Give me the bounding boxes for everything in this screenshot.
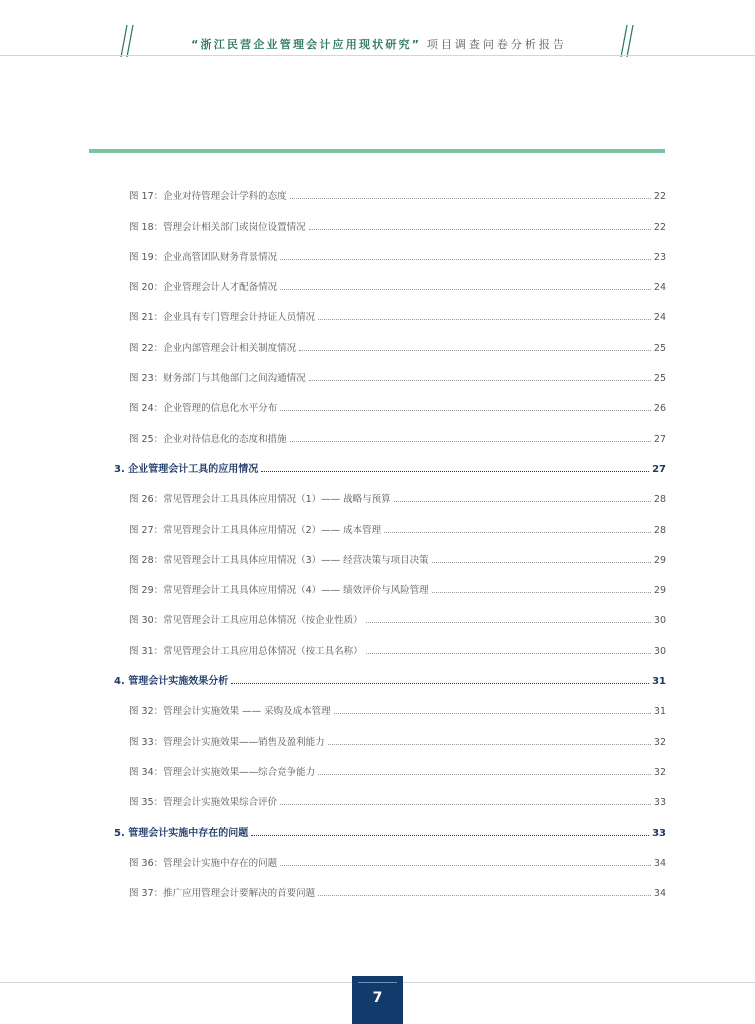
toc-entry-label: 图 24：企业管理的信息化水平分布 <box>129 403 278 415</box>
toc-entry-label: 图 17：企业对待管理会计学科的态度 <box>129 191 287 203</box>
toc-leader-dots <box>366 652 651 654</box>
toc-leader-dots <box>280 258 651 260</box>
toc-figure-entry[interactable] <box>114 869 666 899</box>
toc-leader-dots <box>299 349 651 351</box>
toc-figure-entry[interactable] <box>114 354 666 384</box>
toc-section-entry[interactable] <box>114 445 666 475</box>
toc-figure-entry[interactable] <box>114 839 666 869</box>
toc-entry-label: 图 35：管理会计实施效果综合评价 <box>129 797 278 809</box>
toc-leader-dots <box>394 500 651 502</box>
toc-figure-entry[interactable] <box>114 717 666 747</box>
toc-entry-label: 图 36：管理会计实施中存在的问题 <box>129 857 278 869</box>
toc-entry-label: 图 25：企业对待信息化的态度和措施 <box>129 433 287 445</box>
toc-figure-entry[interactable] <box>114 626 666 656</box>
toc-entry-page: 25 <box>653 342 666 354</box>
toc-figure-entry[interactable] <box>114 505 666 535</box>
toc-leader-dots <box>309 379 651 381</box>
toc-leader-dots <box>290 440 651 442</box>
toc-section-entry[interactable] <box>114 657 666 687</box>
toc-entry-page: 31 <box>653 706 666 718</box>
accent-bar <box>89 149 665 153</box>
toc-leader-dots <box>432 561 651 563</box>
header-divider <box>0 55 755 56</box>
toc-leader-dots <box>309 228 651 230</box>
toc-leader-dots <box>290 197 651 199</box>
toc-leader-dots <box>318 318 651 320</box>
toc-entry-label: 图 22：企业内部管理会计相关制度情况 <box>129 342 297 354</box>
toc-leader-dots <box>280 864 651 866</box>
toc-figure-entry[interactable] <box>114 475 666 505</box>
toc-entry-label: 图 21：企业具有专门管理会计持证人员情况 <box>129 312 316 324</box>
toc-leader-dots <box>366 621 651 623</box>
page-number-rule <box>358 982 397 983</box>
toc-entry-label: 4. 管理会计实施效果分析 <box>114 676 229 688</box>
header-title <box>142 36 616 52</box>
toc-entry-label: 3. 企业管理会计工具的应用情况 <box>114 463 259 475</box>
toc-figure-entry[interactable] <box>114 323 666 353</box>
toc-leader-dots <box>328 743 651 745</box>
table-of-contents <box>114 172 666 899</box>
toc-entry-label: 图 26：常见管理会计工具具体应用情况（1）—— 战略与预算 <box>129 494 391 506</box>
toc-leader-dots <box>432 591 651 593</box>
toc-leader-dots <box>318 773 651 775</box>
toc-figure-entry[interactable] <box>114 263 666 293</box>
toc-entry-page: 25 <box>653 373 666 385</box>
toc-figure-entry[interactable] <box>114 596 666 626</box>
toc-leader-dots <box>280 288 651 290</box>
toc-leader-dots <box>280 803 651 805</box>
toc-leader-dots <box>280 409 651 411</box>
toc-leader-dots <box>251 834 649 836</box>
toc-entry-label: 图 28：常见管理会计工具具体应用情况（3）—— 经营决策与项目决策 <box>129 554 429 566</box>
toc-entry-label: 图 31：常见管理会计工具应用总体情况（按工具名称） <box>129 645 363 657</box>
toc-entry-label: 图 18：管理会计相关部门或岗位设置情况 <box>129 221 306 233</box>
toc-entry-label: 图 19：企业高管团队财务背景情况 <box>129 251 278 263</box>
toc-figure-entry[interactable] <box>114 748 666 778</box>
toc-entry-page: 26 <box>653 403 666 415</box>
toc-leader-dots <box>334 712 651 714</box>
toc-entry-page: 30 <box>653 645 666 657</box>
page-number: 7 <box>372 990 383 1006</box>
toc-figure-entry[interactable] <box>114 566 666 596</box>
toc-entry-page: 24 <box>653 312 666 324</box>
toc-entry-label: 图 20：企业管理会计人才配备情况 <box>129 282 278 294</box>
toc-entry-page: 23 <box>653 251 666 263</box>
toc-figure-entry[interactable] <box>114 384 666 414</box>
toc-entry-page: 32 <box>653 766 666 778</box>
toc-figure-entry[interactable] <box>114 778 666 808</box>
toc-entry-label: 图 33：管理会计实施效果——销售及盈利能力 <box>129 736 325 748</box>
toc-section-entry[interactable] <box>114 808 666 838</box>
toc-figure-entry[interactable] <box>114 172 666 202</box>
double-slash-right-icon <box>620 24 634 58</box>
toc-entry-label: 图 29：常见管理会计工具具体应用情况（4）—— 绩效评价与风险管理 <box>129 585 429 597</box>
toc-entry-label: 图 34：管理会计实施效果——综合竞争能力 <box>129 766 316 778</box>
toc-entry-page: 28 <box>653 524 666 536</box>
toc-entry-page: 30 <box>653 615 666 627</box>
header-title-sub: 项目调查问卷分析报告 <box>426 38 567 51</box>
toc-leader-dots <box>384 531 651 533</box>
toc-entry-label: 图 23：财务部门与其他部门之间沟通情况 <box>129 373 306 385</box>
toc-entry-label: 图 27：常见管理会计工具具体应用情况（2）—— 成本管理 <box>129 524 382 536</box>
toc-entry-page: 33 <box>653 797 666 809</box>
toc-figure-entry[interactable] <box>114 202 666 232</box>
toc-figure-entry[interactable] <box>114 536 666 566</box>
toc-entry-page: 29 <box>653 554 666 566</box>
toc-entry-page: 29 <box>653 585 666 597</box>
toc-leader-dots <box>261 470 649 472</box>
toc-entry-page: 22 <box>653 191 666 203</box>
toc-entry-label: 图 32：管理会计实施效果 —— 采购及成本管理 <box>129 706 331 718</box>
page-header <box>0 0 755 60</box>
toc-entry-page: 22 <box>653 221 666 233</box>
toc-figure-entry[interactable] <box>114 414 666 444</box>
toc-entry-page: 24 <box>653 282 666 294</box>
toc-figure-entry[interactable] <box>114 233 666 263</box>
toc-entry-label: 图 37：推广应用管理会计要解决的首要问题 <box>129 888 316 900</box>
toc-leader-dots <box>231 682 649 684</box>
toc-entry-page: 27 <box>653 433 666 445</box>
toc-entry-label: 图 30：常见管理会计工具应用总体情况（按企业性质） <box>129 615 363 627</box>
toc-entry-label: 5. 管理会计实施中存在的问题 <box>114 827 249 839</box>
toc-entry-page: 34 <box>653 857 666 869</box>
toc-entry-page: 32 <box>653 736 666 748</box>
toc-figure-entry[interactable] <box>114 293 666 323</box>
page-number-box <box>352 976 403 1024</box>
toc-entry-page: 34 <box>653 888 666 900</box>
toc-entry-page: 33 <box>652 827 666 839</box>
toc-entry-page: 31 <box>652 676 666 688</box>
header-title-main: “浙江民营企业管理会计应用现状研究” <box>191 38 422 51</box>
toc-entry-page: 27 <box>652 463 666 475</box>
double-slash-left-icon <box>120 24 134 58</box>
toc-figure-entry[interactable] <box>114 687 666 717</box>
toc-entry-page: 28 <box>653 494 666 506</box>
toc-leader-dots <box>318 894 651 896</box>
